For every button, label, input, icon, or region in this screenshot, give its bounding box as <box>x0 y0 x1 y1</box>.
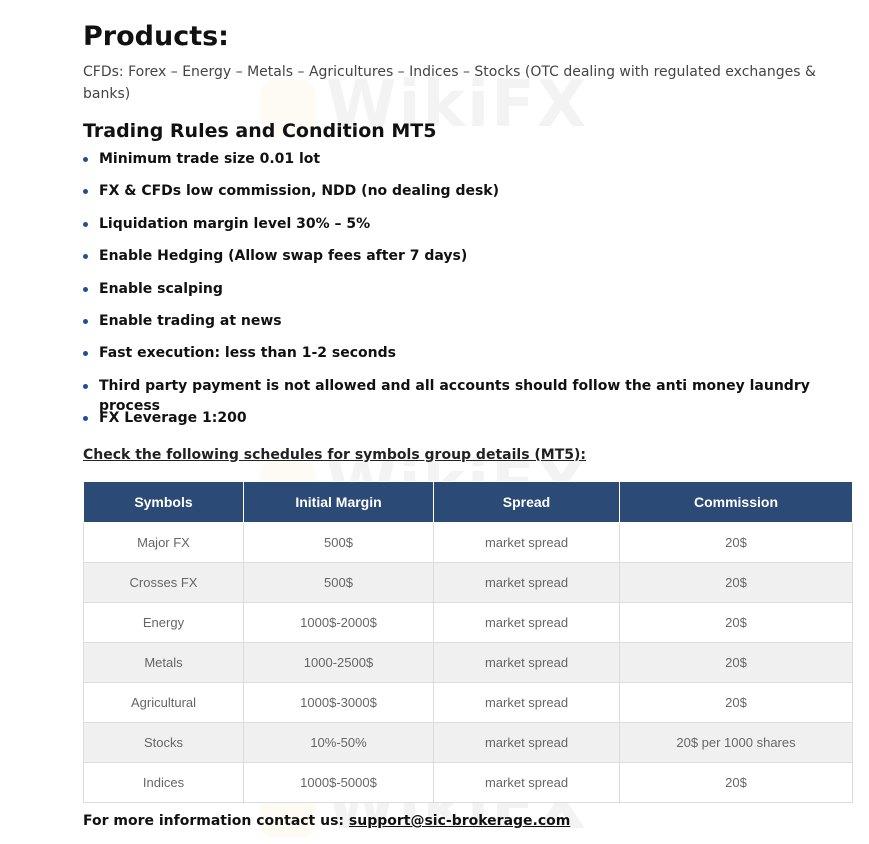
list-item: Enable scalping <box>83 279 853 311</box>
table-cell: 500$ <box>244 563 434 603</box>
schedule-table <box>83 481 853 803</box>
table-row <box>84 763 853 803</box>
list-item: Minimum trade size 0.01 lot <box>83 149 853 181</box>
table-cell: Stocks <box>84 723 244 763</box>
table-cell: 20$ <box>620 523 853 563</box>
table-cell: 1000-2500$ <box>244 643 434 683</box>
table-cell: 20$ <box>620 563 853 603</box>
table-cell: Energy <box>84 603 244 643</box>
table-cell: market spread <box>434 683 620 723</box>
table-cell: market spread <box>434 603 620 643</box>
column-header-spread: Spread <box>434 482 620 523</box>
table-header-row <box>84 482 853 523</box>
table-cell: 10%-50% <box>244 723 434 763</box>
table-cell: Metals <box>84 643 244 683</box>
contact-label: For more information contact us: <box>83 813 345 829</box>
column-header-initial-margin: Initial Margin <box>244 482 434 523</box>
table-cell: Major FX <box>84 523 244 563</box>
products-description: CFDs: Forex – Energy – Metals – Agricultures – Indices – Stocks (OTC dealing with regulated exchanges & banks) <box>83 64 816 102</box>
table-cell: market spread <box>434 643 620 683</box>
table-row <box>84 563 853 603</box>
list-item: Enable Hedging (Allow swap fees after 7 days) <box>83 246 853 278</box>
products-heading: Products: <box>83 21 229 52</box>
list-item: FX & CFDs low commission, NDD (no dealing desk) <box>83 181 853 213</box>
table-row <box>84 723 853 763</box>
table-cell: 1000$-3000$ <box>244 683 434 723</box>
table-cell: Agricultural <box>84 683 244 723</box>
table-cell: market spread <box>434 763 620 803</box>
table-row <box>84 523 853 563</box>
support-email-link[interactable]: support@sic-brokerage.com <box>348 813 571 829</box>
schedule-link[interactable]: Check the following schedules for symbols group details (MT5): <box>83 446 587 463</box>
table-cell: 20$ <box>620 603 853 643</box>
table-cell: 500$ <box>244 523 434 563</box>
list-item: Fast execution: less than 1-2 seconds <box>83 343 853 375</box>
table-cell: market spread <box>434 563 620 603</box>
table-cell: 20$ per 1000 shares <box>620 723 853 763</box>
table-cell: 20$ <box>620 643 853 683</box>
column-header-symbols: Symbols <box>84 482 244 523</box>
table-row <box>84 643 853 683</box>
table-row <box>84 683 853 723</box>
list-item: Enable trading at news <box>83 311 853 343</box>
table-row <box>84 603 853 643</box>
list-item: FX Leverage 1:200 <box>83 408 853 440</box>
list-item: Third party payment is not allowed and all accounts should follow the anti money laundry process <box>83 376 853 408</box>
rules-heading: Trading Rules and Condition MT5 <box>83 120 437 142</box>
table-cell: 1000$-5000$ <box>244 763 434 803</box>
table-cell: 20$ <box>620 763 853 803</box>
table-cell: Crosses FX <box>84 563 244 603</box>
table-cell: market spread <box>434 723 620 763</box>
table-cell: market spread <box>434 523 620 563</box>
rules-list <box>83 149 853 441</box>
table-cell: Indices <box>84 763 244 803</box>
table-cell: 20$ <box>620 683 853 723</box>
table-cell: 1000$-2000$ <box>244 603 434 643</box>
column-header-commission: Commission <box>620 482 853 523</box>
list-item: Liquidation margin level 30% – 5% <box>83 214 853 246</box>
main-content <box>83 18 853 465</box>
contact-footer <box>83 813 570 829</box>
